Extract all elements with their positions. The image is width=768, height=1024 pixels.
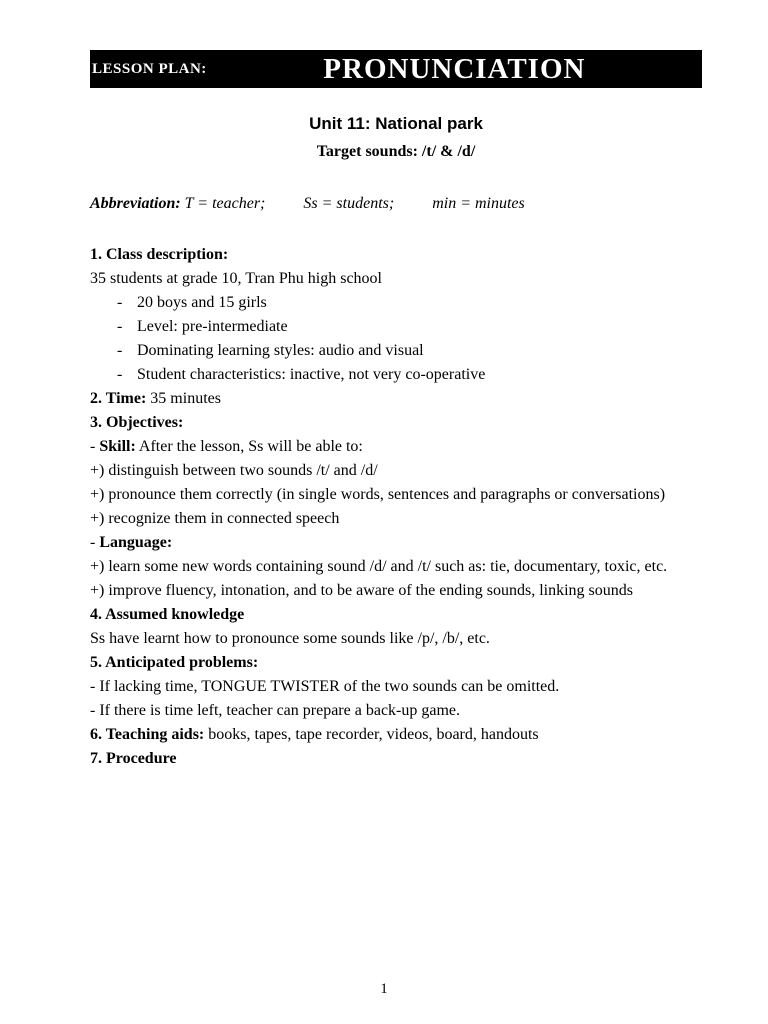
line-text: - If lacking time, TONGUE TWISTER of the two sounds can be omitted.: [90, 678, 560, 695]
abbreviation-minutes: min = minutes: [432, 195, 525, 212]
bullet-item: [90, 339, 702, 363]
line-text: -: [90, 438, 100, 455]
body-line: [90, 507, 702, 531]
line-text: Student characteristics: inactive, not very co-operative: [137, 366, 486, 383]
line-text: +) improve fluency, intonation, and to be aware of the ending sounds, linking sounds: [90, 582, 633, 599]
body-line: [90, 675, 702, 699]
bullet-marker: -: [117, 366, 123, 383]
line-text: 35 students at grade 10, Tran Phu high school: [90, 270, 382, 287]
body-line: [90, 267, 702, 291]
section-4-heading: [90, 603, 702, 627]
line-text-bold: Language:: [99, 534, 173, 551]
abbreviation-students: Ss = students;: [303, 195, 395, 212]
banner-title: PRONUNCIATION: [323, 52, 586, 85]
line-text-bold: 4. Assumed knowledge: [90, 606, 245, 623]
line-text: After the lesson, Ss will be able to:: [135, 438, 363, 455]
body-line: [90, 699, 702, 723]
line-text-bold: 3. Objectives:: [90, 414, 184, 431]
section-6-heading: [90, 723, 702, 747]
bullet-marker: -: [117, 318, 123, 335]
abbreviation-label: Abbreviation:: [90, 195, 181, 212]
abbreviation-line: [90, 195, 702, 213]
line-text: - If there is time left, teacher can prepare a back-up game.: [90, 702, 461, 719]
line-text-bold: 6. Teaching aids:: [90, 726, 205, 743]
bullet-item: [90, 291, 702, 315]
target-sounds-heading: Target sounds: /t/ & /d/: [316, 143, 476, 160]
body-line: [90, 459, 702, 483]
bullet-marker: -: [117, 294, 123, 311]
bullet-marker: -: [117, 342, 123, 359]
bullet-item: [90, 363, 702, 387]
body-line: [90, 531, 702, 555]
line-text-bold: 2. Time:: [90, 390, 147, 407]
line-text-bold: 7. Procedure: [90, 750, 177, 767]
line-text: 20 boys and 15 girls: [137, 294, 267, 311]
body-line: [90, 555, 702, 579]
section-3-heading: [90, 411, 702, 435]
line-text: +) distinguish between two sounds /t/ and /d/: [90, 462, 378, 479]
line-text-bold: 5. Anticipated problems:: [90, 654, 259, 671]
banner-label: LESSON PLAN:: [92, 60, 207, 77]
line-text: Dominating learning styles: audio and visual: [137, 342, 424, 359]
body-line: [90, 483, 702, 507]
line-text: Ss have learnt how to pronounce some sounds like /p/, /b/, etc.: [90, 630, 490, 647]
section-7-heading: [90, 747, 702, 771]
bullet-item: [90, 315, 702, 339]
line-text: +) recognize them in connected speech: [90, 510, 340, 527]
title-banner: [90, 50, 702, 88]
line-text: Level: pre-intermediate: [137, 318, 288, 335]
abbreviation-teacher: T = teacher;: [180, 195, 266, 212]
line-text-bold: 1. Class description:: [90, 246, 229, 263]
body-line: [90, 579, 702, 603]
line-text: books, tapes, tape recorder, videos, board, handouts: [204, 726, 539, 743]
line-text: +) learn some new words containing sound /d/ and /t/ such as: tie, documentary, toxic, etc.: [90, 558, 668, 575]
section-1-heading: [90, 243, 702, 267]
page-number: 1: [380, 981, 388, 997]
section-2-heading: [90, 387, 702, 411]
body-line: [90, 435, 702, 459]
section-5-heading: [90, 651, 702, 675]
line-text: +) pronounce them correctly (in single words, sentences and paragraphs or conversations): [90, 486, 666, 503]
line-text: -: [90, 534, 100, 551]
line-text: 35 minutes: [146, 390, 221, 407]
line-text-bold: Skill:: [99, 438, 136, 455]
body-text: [90, 243, 702, 771]
unit-heading: Unit 11: National park: [309, 114, 483, 133]
body-line: [90, 627, 702, 651]
